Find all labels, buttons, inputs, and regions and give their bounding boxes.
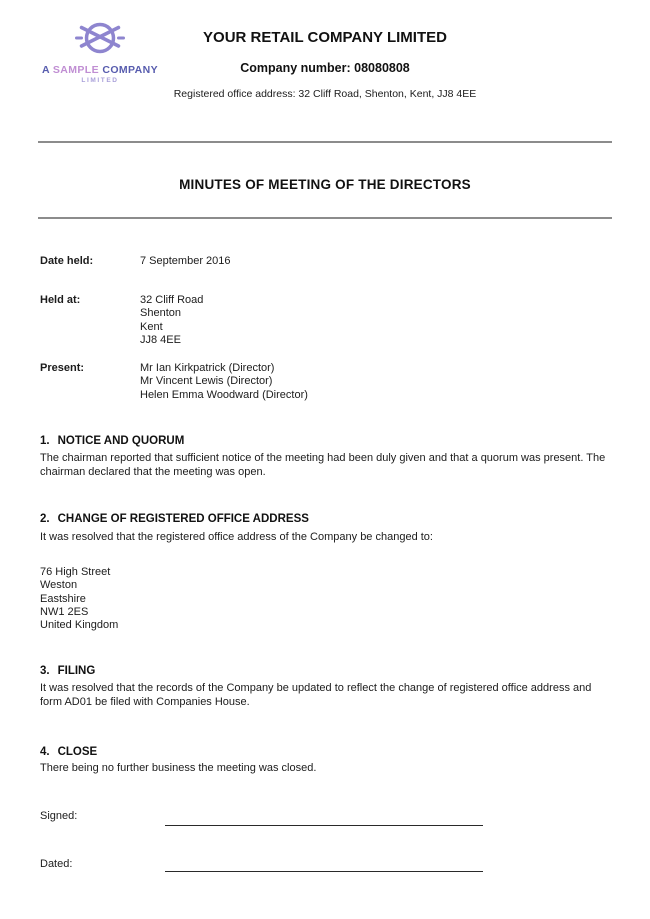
section-title: NOTICE AND QUORUM xyxy=(57,435,185,447)
signed-signature-line xyxy=(165,825,483,826)
held-at-label: Held at: xyxy=(40,294,81,306)
present-label: Present: xyxy=(40,362,85,374)
section-heading-close xyxy=(40,746,610,758)
present-attendee: Helen Emma Woodward (Director) xyxy=(140,388,308,401)
meta-row-date-held xyxy=(40,255,610,268)
section-heading-notice-and-quorum xyxy=(40,435,610,447)
section-number: 4. xyxy=(40,746,50,758)
section-paragraph: It was resolved that the records of the Company be updated to reflect the change of registered office address and form AD01 be filed with Companies House. xyxy=(40,682,592,708)
date-held-value: 7 September 2016 xyxy=(140,255,231,267)
address-line: NW1 2ES xyxy=(40,605,89,618)
section-title: CHANGE OF REGISTERED OFFICE ADDRESS xyxy=(57,513,309,525)
held-at-line: Shenton xyxy=(140,307,181,320)
section-number: 3. xyxy=(40,665,50,677)
logo-company-name: A SAMPLE COMPANY xyxy=(41,64,159,76)
address-line: 76 High Street xyxy=(40,566,111,578)
section-number: 1. xyxy=(40,435,50,447)
horizontal-rule-bottom xyxy=(38,217,612,219)
meta-row-present xyxy=(40,362,610,402)
new-registered-office-address xyxy=(40,566,118,632)
signed-label: Signed: xyxy=(40,810,78,822)
address-line: Weston xyxy=(40,579,78,592)
company-name-heading: YOUR RETAIL COMPANY LIMITED xyxy=(203,29,447,46)
company-number-line: Company number: 08080808 xyxy=(240,61,410,75)
section-title: FILING xyxy=(57,665,96,677)
date-held-label: Date held: xyxy=(40,255,94,267)
section-title: CLOSE xyxy=(57,746,98,758)
document-title: MINUTES OF MEETING OF THE DIRECTORS xyxy=(179,177,471,192)
dated-label: Dated: xyxy=(40,858,73,870)
dated-signature-line xyxy=(165,871,483,872)
section-paragraph: There being no further business the meeting was closed. xyxy=(40,762,317,774)
section-number: 2. xyxy=(40,513,50,525)
present-attendee: Mr Ian Kirkpatrick (Director) xyxy=(140,362,275,374)
section-heading-change-of-registered-office xyxy=(40,513,610,525)
present-attendee: Mr Vincent Lewis (Director) xyxy=(140,375,273,388)
horizontal-rule-top xyxy=(38,141,612,143)
registered-office-line: Registered office address: 32 Cliff Road, Shenton, Kent, JJ8 4EE xyxy=(173,88,477,100)
section-paragraph: It was resolved that the registered office address of the Company be changed to: xyxy=(40,531,433,543)
held-at-line: Kent xyxy=(140,320,163,333)
address-line: United Kingdom xyxy=(40,619,119,632)
held-at-line: 32 Cliff Road xyxy=(140,294,204,306)
section-paragraph: The chairman reported that sufficient notice of the meeting had been duly given and that a quorum was present. The chairman declared that the meeting was open. xyxy=(40,452,606,478)
section-heading-filing xyxy=(40,665,610,677)
held-at-line: JJ8 4EE xyxy=(140,334,181,347)
meta-row-held-at xyxy=(40,294,610,348)
logo-subtext: LIMITED xyxy=(81,77,119,84)
address-line: Eastshire xyxy=(40,592,86,605)
